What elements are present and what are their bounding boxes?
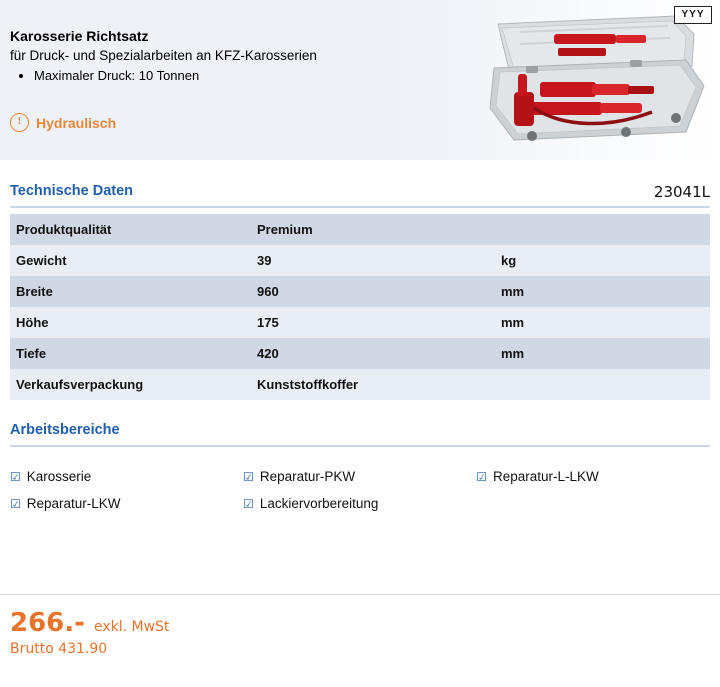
brand-logo: YYY: [674, 6, 712, 24]
product-subtitle: für Druck- und Spezialarbeiten an KFZ-Karosserien: [10, 47, 317, 63]
list-item-empty: [476, 490, 709, 517]
specs-section-title: Technische Daten: [10, 183, 134, 199]
checkbox-checked-icon: ☑: [10, 496, 21, 511]
spec-label: Gewicht: [16, 253, 67, 268]
price-line: [10, 608, 169, 638]
price-tax-note: exkl. MwSt: [93, 619, 170, 635]
table-row: [10, 338, 710, 369]
list-item: • Maximaler Druck: 10 Tonnen: [34, 67, 480, 85]
list-item: [10, 490, 243, 517]
divider: [0, 594, 720, 595]
product-feature-list: [10, 67, 480, 85]
specs-section: [0, 161, 720, 400]
checkbox-checked-icon: ☑: [243, 496, 254, 511]
area-label: Reparatur-LKW: [26, 496, 121, 511]
spec-value: 960: [257, 284, 279, 299]
areas-section-title: Arbeitsbereiche: [10, 422, 120, 438]
checkbox-checked-icon: ☑: [243, 469, 254, 484]
area-label: Reparatur-L-LKW: [492, 469, 599, 484]
product-summary: [10, 28, 480, 85]
status-badge: [10, 113, 116, 132]
price-amount: 266.-: [10, 608, 85, 638]
table-row: [10, 307, 710, 338]
area-label: Karosserie: [26, 469, 92, 484]
areas-section: [0, 400, 720, 517]
table-row: [10, 369, 710, 400]
areas-list: [10, 453, 710, 517]
spec-unit: [495, 214, 710, 245]
product-title: Karosserie Richtsatz: [10, 28, 149, 44]
specs-table-body: [10, 214, 710, 400]
list-item: [10, 463, 243, 490]
spec-unit: mm: [501, 284, 525, 299]
spec-unit: mm: [501, 346, 525, 361]
table-row: [10, 214, 710, 245]
list-item: [243, 463, 476, 490]
spec-label: Höhe: [16, 315, 49, 330]
product-hero: [0, 0, 720, 161]
spec-label: Produktqualität: [16, 222, 112, 237]
spec-value: 420: [257, 346, 279, 361]
checkbox-checked-icon: ☑: [10, 469, 21, 484]
warning-exclamation-icon: !: [10, 113, 29, 132]
divider: [10, 206, 710, 208]
product-sku: 23041L: [653, 183, 710, 201]
checkbox-checked-icon: ☑: [476, 469, 487, 484]
price-block: [10, 608, 169, 657]
list-item: [476, 463, 709, 490]
area-label: Lackiervorbereitung: [259, 496, 379, 511]
price-gross: Brutto 431.90: [10, 641, 108, 657]
spec-value: Kunststoffkoffer: [257, 377, 359, 392]
spec-unit: kg: [501, 253, 517, 268]
spec-label: Verkaufsverpackung: [16, 377, 144, 392]
divider: [10, 445, 710, 447]
status-badge-label: Hydraulisch: [36, 114, 117, 131]
spec-unit: mm: [501, 315, 525, 330]
table-row: [10, 276, 710, 307]
product-image: [480, 4, 712, 156]
spec-label: Tiefe: [16, 346, 47, 361]
area-label: Reparatur-PKW: [259, 469, 356, 484]
spec-unit: [495, 369, 710, 400]
specs-table: [10, 214, 710, 400]
table-row: [10, 245, 710, 276]
list-item: [243, 490, 476, 517]
spec-value: 175: [257, 315, 279, 330]
spec-value: 39: [257, 253, 272, 268]
spec-value: Premium: [257, 222, 313, 237]
spec-label: Breite: [16, 284, 53, 299]
